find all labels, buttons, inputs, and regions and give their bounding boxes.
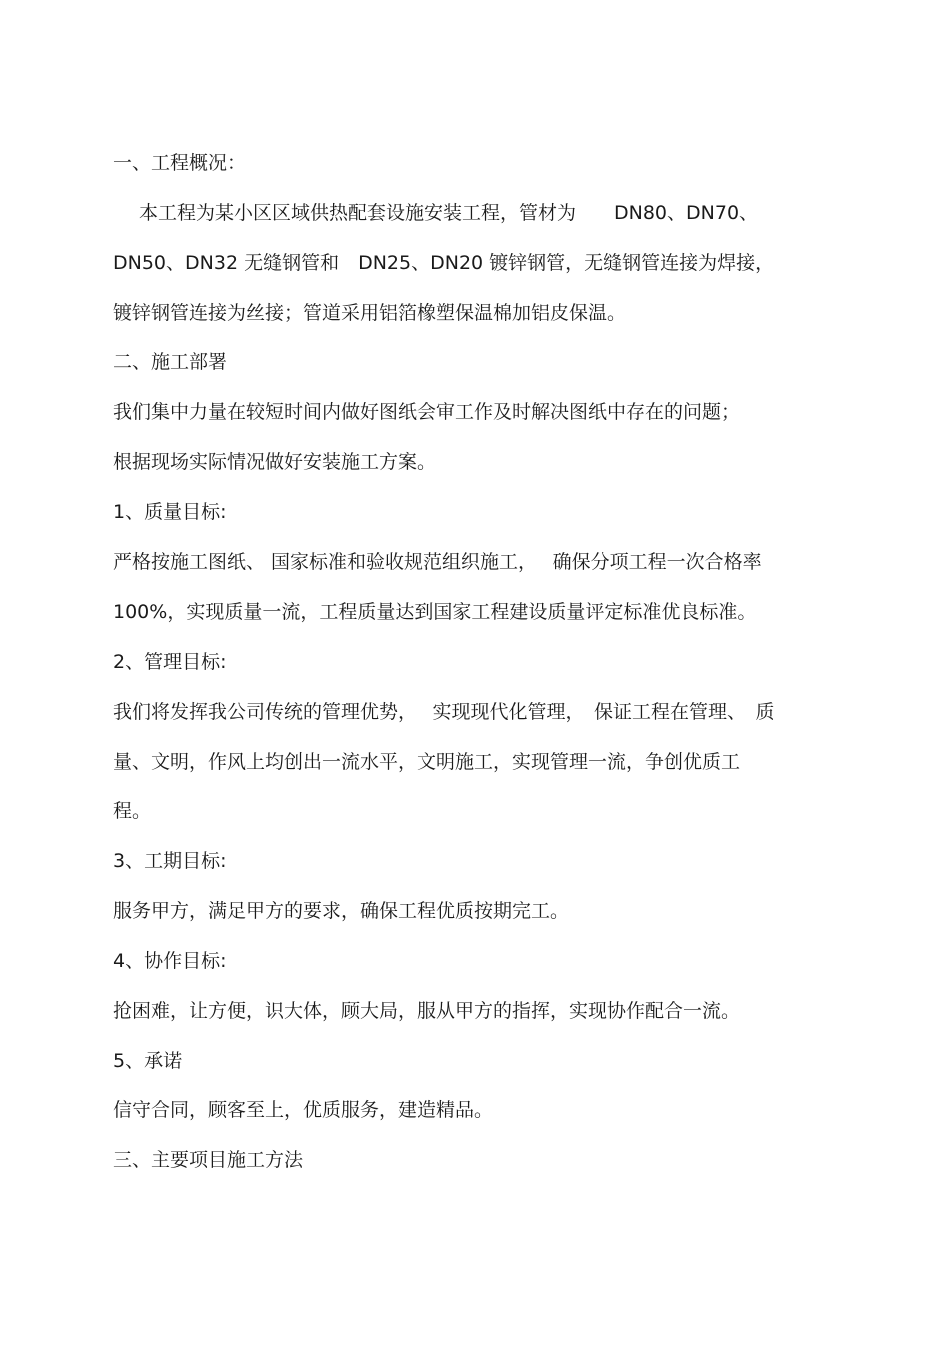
section-heading-deployment: 二、施工部署 (113, 351, 228, 373)
paragraph-line: 根据现场实际情况做好安装施工方案。 (113, 451, 437, 473)
paragraph-line: DN50、DN32 无缝钢管和 DN25、DN20 镀锌钢管，无缝钢管连接为焊接， (113, 252, 775, 274)
paragraph-line: 抢困难，让方便，识大体，顾大局，服从甲方的指挥，实现协作配合一流。 (113, 1000, 741, 1022)
paragraph-line: 本工程为某小区区域供热配套设施安装工程，管材为 DN80、DN70、 (139, 202, 759, 224)
subheading-management-goal: 2、管理目标: (113, 651, 227, 673)
paragraph-line: 程。 (113, 800, 152, 822)
paragraph-line: 100%，实现质量一流，工程质量达到国家工程建设质量评定标准优良标准。 (113, 601, 757, 623)
section-heading-methods: 三、主要项目施工方法 (113, 1149, 304, 1171)
subheading-schedule-goal: 3、工期目标: (113, 850, 227, 872)
paragraph-line: 我们将发挥我公司传统的管理优势， 实现现代化管理， 保证工程在管理、 质 (113, 701, 775, 723)
paragraph-line: 我们集中力量在较短时间内做好图纸会审工作及时解决图纸中存在的问题； (113, 401, 741, 423)
paragraph-line: 信守合同，顾客至上，优质服务，建造精品。 (113, 1099, 494, 1121)
paragraph-line: 严格按施工图纸、 国家标准和验收规范组织施工， 确保分项工程一次合格率 (113, 551, 762, 573)
paragraph-line: 量、文明，作风上均创出一流水平，文明施工，实现管理一流，争创优质工 (113, 751, 741, 773)
section-heading-overview: 一、工程概况： (113, 152, 247, 174)
paragraph-line: 镀锌钢管连接为丝接；管道采用铝箔橡塑保温棉加铝皮保温。 (113, 302, 627, 324)
subheading-commitment: 5、承诺 (113, 1050, 183, 1072)
subheading-quality-goal: 1、质量目标: (113, 501, 227, 523)
subheading-cooperation-goal: 4、协作目标: (113, 950, 227, 972)
paragraph-line: 服务甲方，满足甲方的要求，确保工程优质按期完工。 (113, 900, 570, 922)
